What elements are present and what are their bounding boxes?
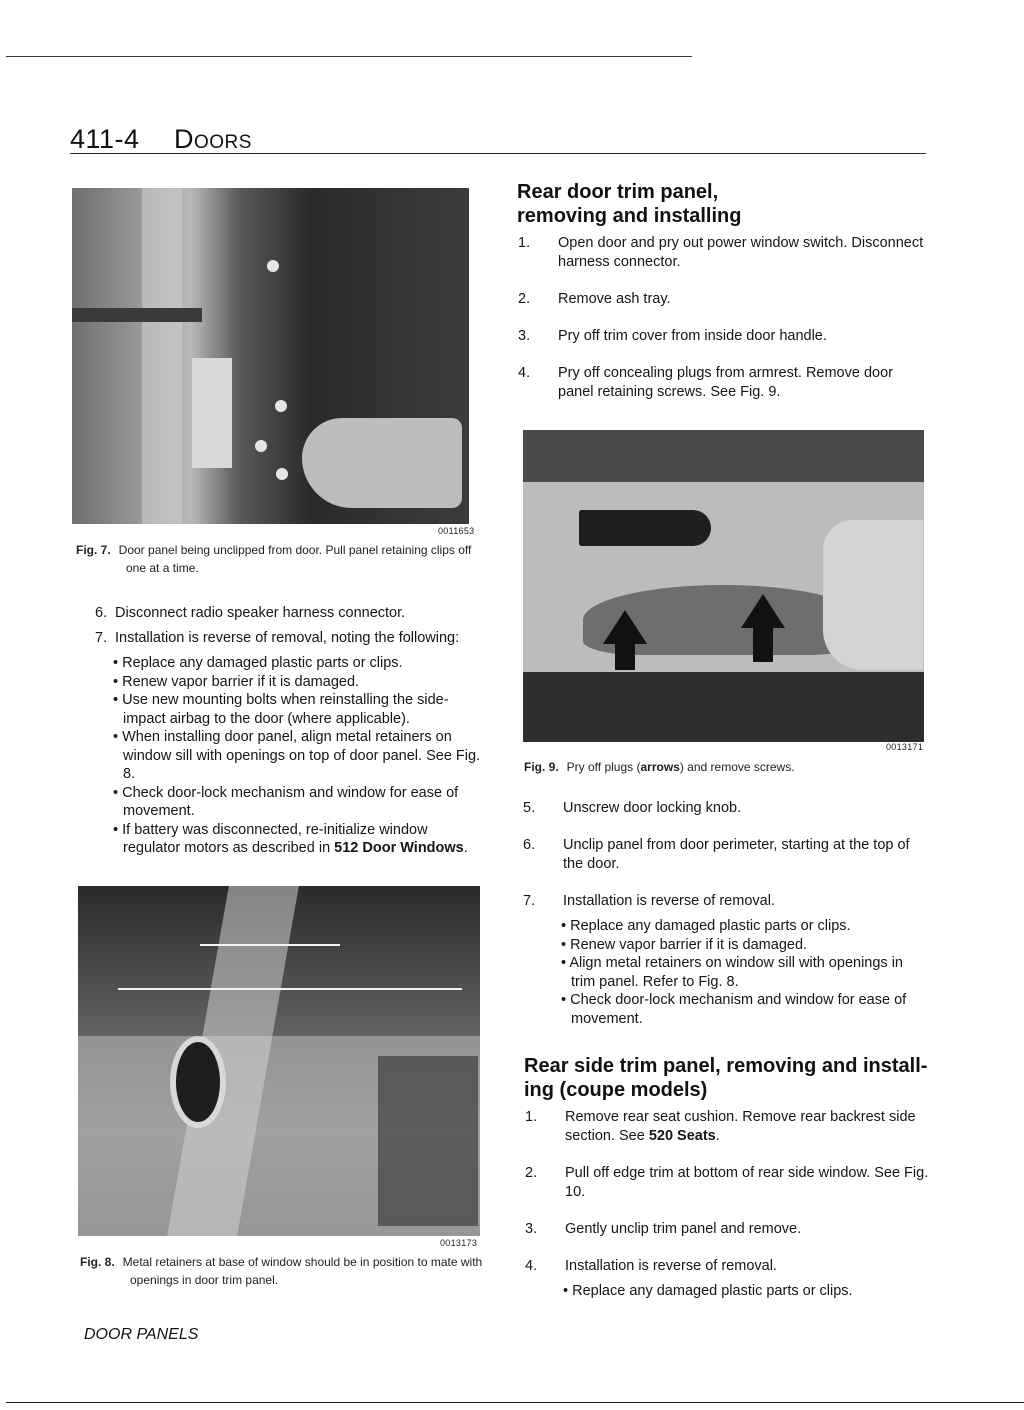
left-bullet: • If battery was disconnected, re-initialize window regulator motors as described in 512 Door Windows. xyxy=(113,821,468,856)
arrow-icon xyxy=(603,610,647,644)
left-bullet: • Check door-lock mechanism and window for ease of movement. xyxy=(113,784,459,819)
arrow-icon xyxy=(741,594,785,628)
rear-door-steps-top xyxy=(518,234,930,402)
fig9-label: Fig. 9. xyxy=(524,760,559,774)
step-text: Installation is reverse of removal, noting the following: xyxy=(115,630,460,646)
rear-side-steps xyxy=(525,1108,935,1301)
rear-door-bullet: • Renew vapor barrier if it is damaged. xyxy=(561,936,808,953)
fig8-caption xyxy=(80,1253,483,1289)
rear-side-step-3: 3. Gently unclip trim panel and remove. xyxy=(525,1221,802,1237)
left-step-7 xyxy=(95,629,485,648)
fig7-photo xyxy=(72,188,469,524)
step-number: 7. xyxy=(95,630,108,646)
fig7-caption xyxy=(76,541,478,577)
section-title: Doors xyxy=(174,124,252,154)
step-number: 6. xyxy=(95,605,108,621)
rear-side-step-2: 2. Pull off edge trim at bottom of rear side window. See Fig. 10. xyxy=(525,1165,929,1200)
rear-side-step-4: 4. Installation is reverse of removal. xyxy=(525,1258,777,1274)
left-step-6 xyxy=(95,604,485,623)
left-step-list xyxy=(95,604,485,858)
rear-door-bullet: • Check door-lock mechanism and window for ease of movement. xyxy=(561,992,907,1027)
fig7-photo-id: 0011653 xyxy=(438,526,475,536)
rear-door-step-6: 6. Unclip panel from door perimeter, starting at the top of the door. xyxy=(523,837,910,872)
step-text: Disconnect radio speaker harness connector. xyxy=(115,605,406,621)
top-rule xyxy=(6,56,692,57)
rear-door-step-5: 5. Unscrew door locking knob. xyxy=(523,800,742,816)
fig8-label: Fig. 8. xyxy=(80,1255,115,1269)
rear-side-bullet: • Replace any damaged plastic parts or clips. xyxy=(563,1283,853,1299)
left-bullet: • When installing door panel, align metal retainers on window sill with openings on top of door panel. See Fig. 8. xyxy=(113,729,481,782)
cross-reference: 520 Seats xyxy=(648,1128,716,1144)
fig9-photo-id: 0013171 xyxy=(886,742,924,752)
fig9-caption: Fig. 9. Pry off plugs (arrows) and remove screws. xyxy=(524,760,795,774)
page-number: 411-4 xyxy=(70,124,140,154)
cross-reference: 512 Door Windows xyxy=(334,840,464,856)
fig8-photo xyxy=(78,886,480,1236)
rear-door-bullet: • Replace any damaged plastic parts or clips. xyxy=(561,918,851,934)
left-bullet: • Renew vapor barrier if it is damaged. xyxy=(113,673,360,690)
rear-side-heading: Rear side trim panel, removing and install- ing (coupe models) xyxy=(524,1055,928,1101)
bottom-rule xyxy=(6,1402,1024,1403)
rear-door-bullet: • Align metal retainers on window sill with openings in trim panel. Refer to Fig. 8. xyxy=(561,955,903,990)
rear-door-step-3: 3. Pry off trim cover from inside door handle. xyxy=(518,328,827,344)
fig9-photo xyxy=(523,430,924,742)
fig7-caption-text: Door panel being unclipped from door. Pull panel retaining clips off one at a time. xyxy=(118,543,472,575)
left-bullet: • Replace any damaged plastic parts or clips. xyxy=(113,655,403,671)
rear-door-step-4: 4. Pry off concealing plugs from armrest. Remove door panel retaining screws. See Fig. 9. xyxy=(518,365,893,400)
rear-door-heading: Rear door trim panel, removing and installing xyxy=(517,181,742,227)
rear-door-step-1: 1. Open door and pry out power window switch. Disconnect harness connector. xyxy=(518,235,924,270)
rear-side-step-1: 1. Remove rear seat cushion. Remove rear backrest side section. See 520 Seats. xyxy=(525,1109,916,1144)
fig8-photo-id: 0013173 xyxy=(440,1238,478,1248)
left-bullet: • Use new mounting bolts when reinstalling the side-impact airbag to the door (where applicable). xyxy=(113,692,449,727)
rear-door-step-2: 2. Remove ash tray. xyxy=(518,291,671,307)
rear-door-steps-bottom xyxy=(523,799,933,1028)
footer-section-name: DOOR PANELS xyxy=(84,1326,199,1343)
fig7-label: Fig. 7. xyxy=(76,543,111,557)
rear-door-step-7: 7. Installation is reverse of removal. xyxy=(523,893,775,909)
fig8-caption-text: Metal retainers at base of window should be in position to mate with openings in door trim panel. xyxy=(122,1255,483,1287)
